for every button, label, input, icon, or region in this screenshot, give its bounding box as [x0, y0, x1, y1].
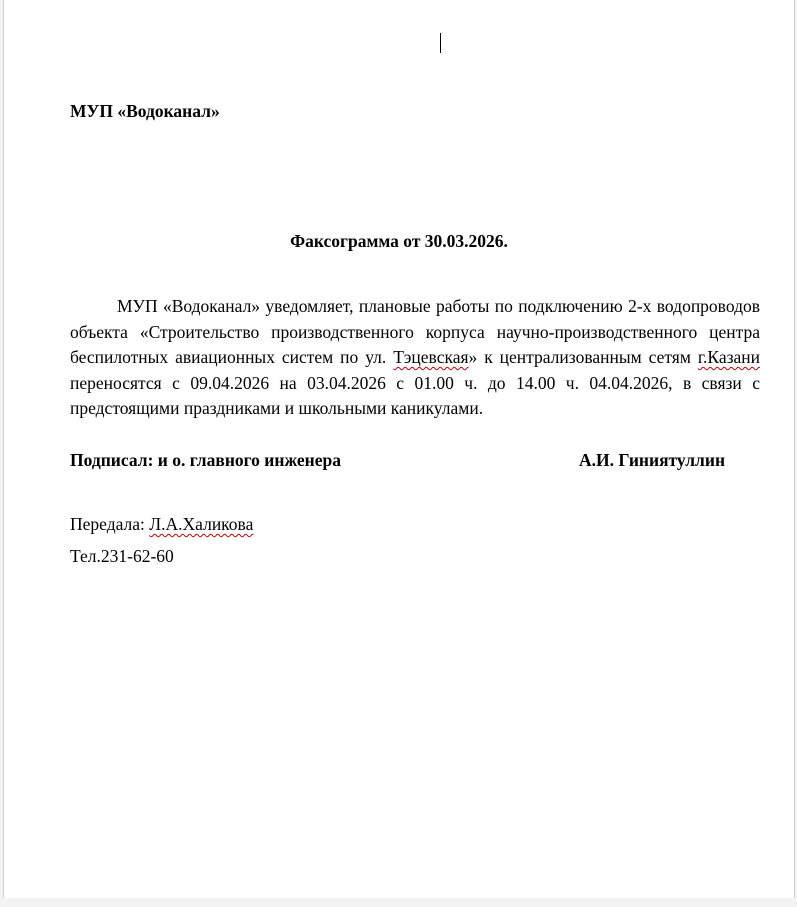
body-text-2: » к централизованным сетям	[468, 347, 698, 368]
sender-line	[70, 514, 253, 535]
sender-label: Передала:	[70, 514, 150, 534]
body-text-3: переносятся с 09.04.2026 на 03.04.2026 с 01.00 ч. до 14.00 ч. 04.04.2026, в связи с предстоящими праздниками и школьными каникулами.	[70, 372, 760, 419]
signer-name: А.И. Гиниятуллин	[579, 450, 726, 470]
document-page[interactable]	[3, 0, 795, 898]
body-text-1: МУП «Водоканал» уведомляет, плановые работы по подключению 2-х водопроводов объекта «Строительство производственного корпуса научно-производственного центра беспилотных авиационных систем по ул.	[70, 296, 760, 368]
misspelled-word-street: Тэцевская	[393, 347, 469, 368]
body-paragraph	[70, 294, 760, 422]
organization-header: МУП «Водоканал»	[70, 101, 220, 121]
document-title: Факсограмма от 30.03.2026.	[290, 231, 508, 251]
text-cursor	[440, 33, 441, 53]
sender-name: Л.А.Халикова	[149, 514, 254, 534]
signed-by-label: Подписал: и о. главного инженера	[70, 450, 342, 470]
misspelled-word-city: г.Казани	[697, 347, 761, 368]
phone-number: Тел.231-62-60	[70, 546, 174, 566]
